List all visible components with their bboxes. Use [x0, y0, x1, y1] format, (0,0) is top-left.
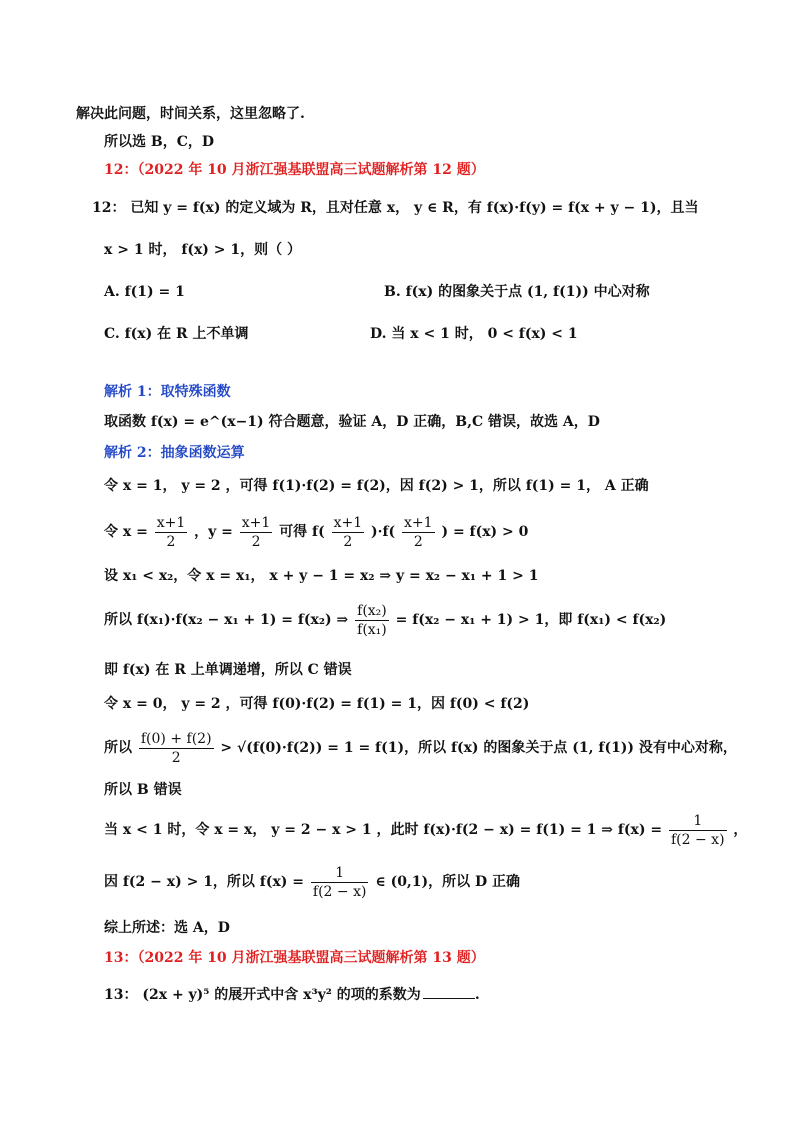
solution-2-heading: 解析 2：抽象函数运算	[104, 445, 245, 461]
text-line: 取函数 f(x) = e^(x−1) 符合题意，验证 A，D 正确，B,C 错误，故选 A，D	[104, 414, 600, 430]
text-seg: > √(f(0)·f(2)) = 1 = f(1)，所以 f(x) 的图象关于点 (1, f(1)) 没有中心对称，	[220, 740, 737, 756]
text-seg: 所以	[104, 740, 132, 756]
text-seg: = f(x₂ − x₁ + 1) > 1，即 f(x₁) < f(x₂)	[395, 612, 667, 628]
denominator: 2	[402, 532, 435, 551]
numerator: f(x₂)	[357, 602, 387, 619]
fraction	[240, 514, 273, 551]
numerator: x+1	[156, 514, 186, 531]
text-seg: .	[474, 987, 480, 1003]
text-seg: ，	[733, 822, 748, 838]
fraction	[355, 602, 389, 639]
fraction	[669, 812, 727, 849]
denominator: f(2 − x)	[671, 831, 725, 848]
option-c: C. f(x) 在 R 上不单调	[104, 326, 249, 342]
problem-12-stem: 12： 已知 y = f(x) 的定义域为 R，且对任意 x， y ∈ R，有 f(x)·f(y) = f(x + y − 1)，且当	[92, 200, 699, 216]
text-seg: 令 x =	[104, 524, 148, 540]
text-seg: )·f(	[371, 524, 396, 540]
fraction-line	[104, 862, 520, 902]
solution-1-heading: 解析 1：取特殊函数	[104, 384, 231, 400]
text-line: 令 x = 1， y = 2 ，可得 f(1)·f(2) = f(2)，因 f(2) > 1，所以 f(1) = 1， A 正确	[104, 478, 649, 494]
numerator: f(0) + f(2)	[140, 730, 212, 747]
text-line: 设 x₁ < x₂，令 x = x₁， x + y − 1 = x₂ ⇒ y = x₂ − x₁ + 1 > 1	[104, 568, 539, 584]
fraction-line	[104, 728, 737, 768]
fraction	[332, 514, 365, 551]
section-heading-12: 12：（2022 年 10 月浙江强基联盟高三试题解析第 12 题）	[104, 162, 485, 178]
fraction-line	[104, 512, 528, 552]
text-seg: ) = f(x) > 0	[441, 524, 529, 540]
option-a: A. f(1) = 1	[104, 284, 185, 300]
text-line: 所以选 B，C，D	[104, 134, 214, 150]
problem-12-stem-cont: x > 1 时， f(x) > 1，则（ ）	[104, 242, 302, 258]
text-line: 综上所述：选 A，D	[104, 920, 230, 936]
text-seg: ∈ (0,1)，所以 D 正确	[375, 874, 521, 890]
numerator: x+1	[333, 514, 363, 531]
denominator: f(2 − x)	[312, 883, 367, 900]
text-seg: 当 x < 1 时，令 x = x， y = 2 − x > 1 ，此时 f(x)·f(2 − x) = f(1) = 1 ⇒ f(x) =	[104, 822, 663, 838]
fraction-line	[104, 810, 747, 850]
denominator: f(x₁)	[357, 621, 387, 638]
denominator: 2	[240, 532, 273, 551]
fraction-line	[104, 600, 666, 640]
text-seg: 可得 f(	[279, 524, 325, 540]
option-b: B. f(x) 的图象关于点 (1, f(1)) 中心对称	[384, 284, 650, 300]
text-seg: 所以 f(x₁)·f(x₂ − x₁ + 1) = f(x₂) ⇒	[104, 612, 349, 628]
text-seg: ，y =	[194, 524, 233, 540]
text-seg: 13： (2x + y)⁵ 的展开式中含 x³y² 的项的系数为	[104, 987, 421, 1003]
denominator: 2	[155, 532, 188, 551]
text-line: 即 f(x) 在 R 上单调递增，所以 C 错误	[104, 662, 352, 678]
text-line: 解决此问题，时间关系，这里忽略了.	[76, 106, 305, 122]
option-d: D. 当 x < 1 时， 0 < f(x) < 1	[370, 326, 578, 342]
numerator: x+1	[241, 514, 271, 531]
numerator: 1	[335, 864, 345, 881]
fraction	[155, 514, 188, 551]
denominator: 2	[332, 532, 365, 551]
denominator: 2	[139, 748, 214, 767]
text-seg: 因 f(2 − x) > 1，所以 f(x) =	[104, 874, 305, 890]
section-heading-13: 13：（2022 年 10 月浙江强基联盟高三试题解析第 13 题）	[104, 950, 485, 966]
numerator: x+1	[404, 514, 433, 531]
fraction	[311, 864, 369, 901]
problem-13-stem	[104, 984, 480, 1005]
numerator: 1	[693, 812, 703, 829]
answer-blank	[423, 984, 475, 999]
fraction	[139, 730, 214, 767]
text-line: 所以 B 错误	[104, 782, 182, 798]
text-line: 令 x = 0， y = 2 ，可得 f(0)·f(2) = f(1) = 1，因 f(0) < f(2)	[104, 696, 530, 712]
fraction	[402, 514, 435, 551]
